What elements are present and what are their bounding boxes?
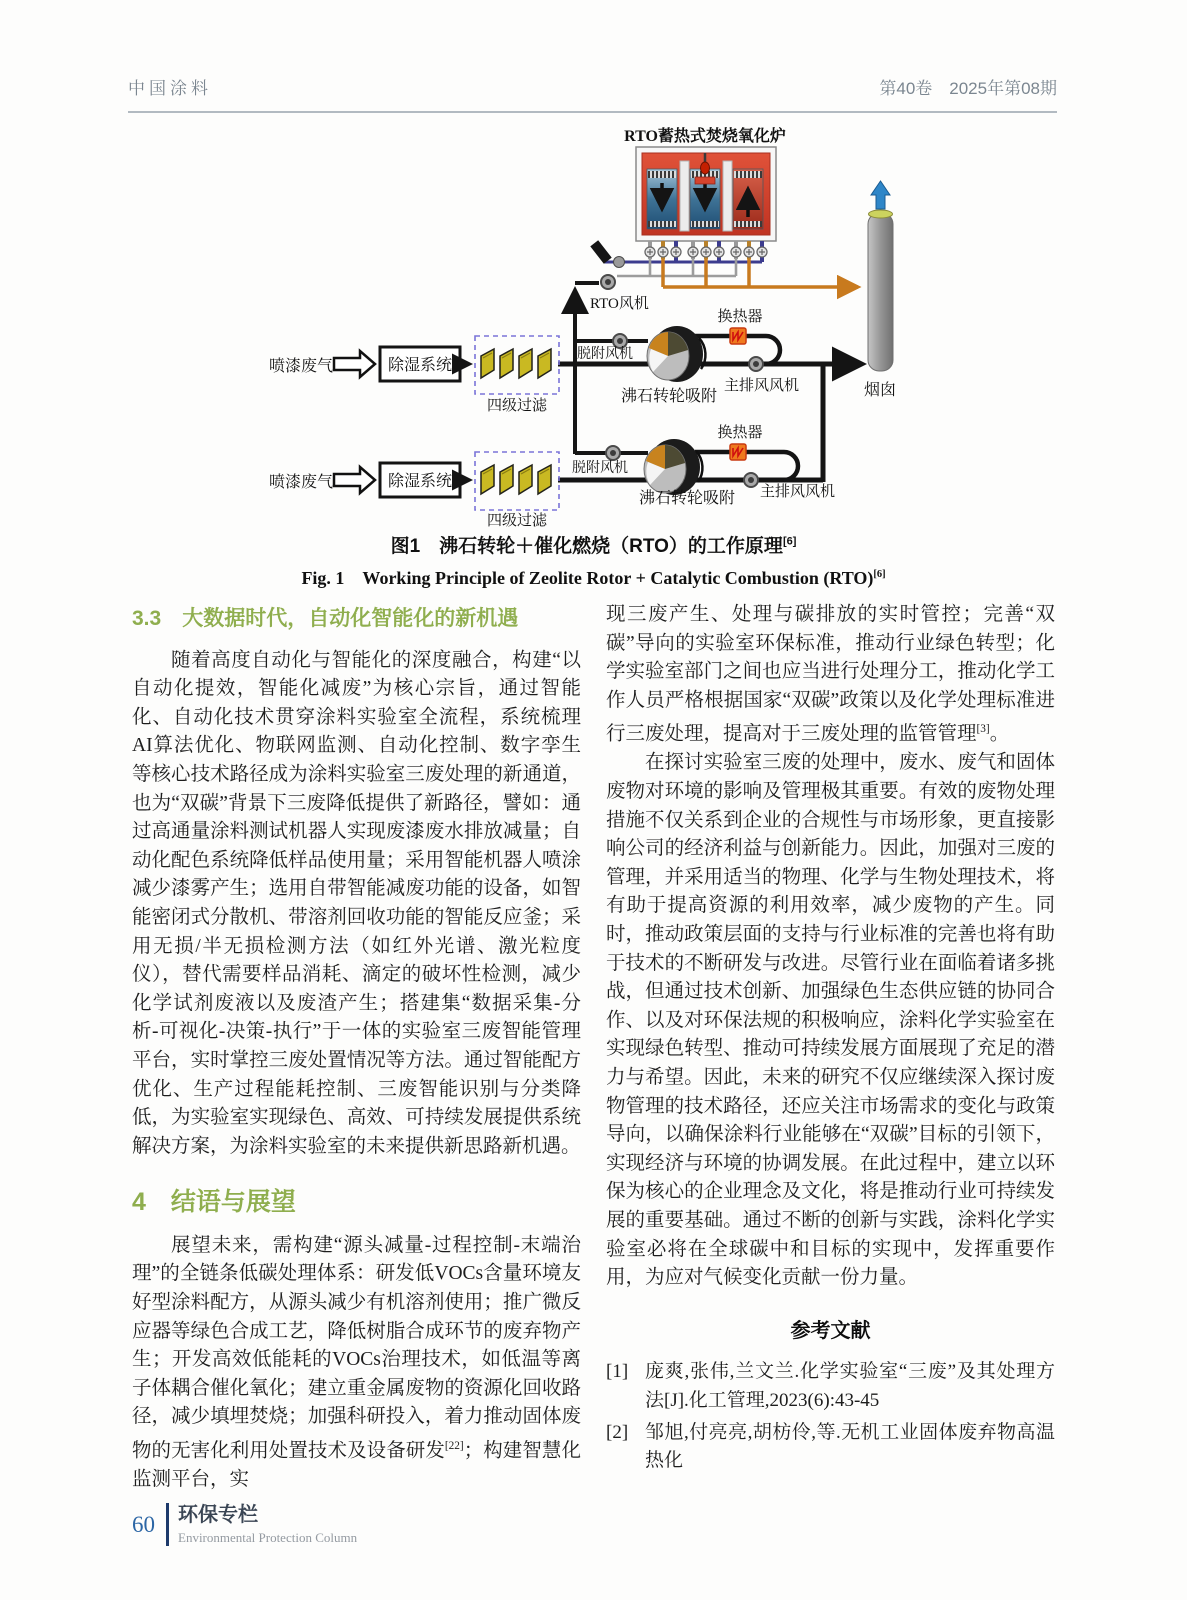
rto-fan-label: RTO风机 [590, 296, 649, 312]
desorption-fan-label: 脱附风机 [577, 347, 633, 362]
figure-caption-en [133, 564, 1054, 590]
heat-exchanger-icon [730, 328, 746, 344]
main-exhaust-fan-icon [744, 473, 758, 487]
rto-unit [636, 147, 776, 262]
reference-item [606, 1419, 1055, 1476]
citation-22: [22] [444, 1440, 464, 1453]
heat-exchanger-icon [730, 444, 746, 460]
rto-manifold-pipes [604, 259, 858, 287]
rto-fan-icon [601, 275, 615, 289]
zeolite-rotor-icon [644, 439, 702, 495]
references-heading: 参考文献 [790, 1319, 871, 1342]
figure-caption-en-text: Fig. 1 Working Principle of Zeolite Rotor + Catalytic Combustion (RTO) [301, 568, 874, 588]
figure-caption-cn [133, 531, 1054, 558]
section-3-3-heading: 3.3 大数据时代，自动化智能化的新机遇 [132, 607, 519, 630]
exhaust-up-arrow-icon [871, 181, 890, 209]
inlet-block-arrow-icon [334, 467, 375, 493]
section-4-heading: 4 结语与展望 [132, 1188, 296, 1217]
footer-divider [166, 1503, 169, 1546]
figure-1-diagram [268, 124, 920, 528]
dehumidifier-label: 除湿系统 [387, 473, 453, 490]
column-title-cn: 环保专栏 [178, 1504, 258, 1526]
spray-gas-label: 喷漆废气 [269, 474, 334, 491]
filter-label: 四级过滤 [486, 513, 548, 528]
page-number: 60 [132, 1511, 155, 1537]
figure-caption-en-ref: [6] [873, 569, 886, 580]
heat-exchanger-label: 换热器 [717, 425, 763, 441]
pump-icon [614, 257, 625, 268]
continued-text-end: 。 [989, 723, 1010, 745]
citation-3: [3] [976, 723, 990, 736]
filter-label: 四级过滤 [486, 398, 548, 414]
reference-number: [1] [606, 1361, 629, 1383]
section-4-paragraph [132, 1232, 581, 1495]
section-3-3-paragraph: 随着高度自动化与智能化的深度融合，构建“以自动化提效，智能化减废”为核心宗旨，通过智能化、自动化技术贯穿涂料实验室全流程，系统梳理AI算法优化、物联网监测、自动化控制、数字孪生等核心技术路径成为涂料实验室三废处理的新通道，也为“双碳”背景下三废降低提供了新路径，譬如：通过高通量涂料测试机器人实现废漆废水排放减量；自动化配色系统降低样品使用量；采用智能机器人喷涂减少漆雾产生；选用自带智能减废功能的设备，如智能密闭式分散机、带溶剂回收功能的智能反应釜；采用无损/半无损检测方法（如红外光谱、激光粒度仪），替代需要样品消耗、滴定的破坏性检测，减少化学试剂废液以及废渣产生；搭建集“数据采集-分析-可视化-决策-执行”于一体的实验室三废智能管理平台，实时掌控三废处置情况等方法。通过智能配方优化、生产过程能耗控制、三废智能识别与分类降低，为实验室实现绿色、高效、可持续发展提供系统解决方案，为涂料实验室的未来提供新思路新机遇。 [132, 649, 581, 1157]
reference-text: 邹旭,付亮亮,胡枋伶,等.无机工业固体废弃物高温热化 [645, 1421, 1055, 1472]
issue-info: 第40卷 2025年第08期 [879, 79, 1057, 98]
desorption-fan-icon [606, 446, 620, 460]
column-title-en: Environmental Protection Column [178, 1530, 358, 1545]
figure-caption-cn-ref: [6] [782, 535, 797, 548]
page-header [128, 74, 1057, 113]
main-fan-label: 主排风风机 [760, 484, 836, 500]
journal-name: 中国涂料 [128, 79, 212, 98]
reference-number: [2] [606, 1421, 629, 1443]
chimney-label: 烟囱 [863, 382, 897, 399]
desorption-fan-label: 脱附风机 [572, 461, 628, 476]
page-footer [132, 1503, 357, 1546]
continued-paragraph [606, 601, 1055, 749]
chimney-stack [868, 181, 893, 371]
main-exhaust-fan-icon [749, 357, 763, 371]
spray-gas-label: 喷漆废气 [269, 358, 334, 375]
zeolite-rotor-label: 沸石转轮吸附 [638, 490, 736, 507]
continued-text: 现三废产生、处理与碳排放的实时管控；完善“双碳”导向的实验室环保标准，推动行业绿色转型；化学实验室部门之间也应当进行处理分工，推动化学工作人员严格根据国家“双碳”政策以及化学处理标准进行三废处理，提高对于三废处理的监管管理 [606, 604, 1055, 745]
heat-exchanger-label: 换热器 [717, 309, 763, 325]
valves [645, 247, 767, 257]
damper-icon [590, 240, 611, 263]
discussion-paragraph: 在探讨实验室三废的处理中，废水、废气和固体废物对环境的影响及管理极其重要。有效的废物处理措施不仅关系到企业的合规性与市场形象，更直接影响公司的经济利益与创新能力。因此，加强对三废的管理，并采用适当的物理、化学与生物处理技术，将有助于提高资源的利用效率，减少废物的产生。同时，推动政策层面的支持与行业标准的完善也将有助于技术的不断研发与改进。尽管行业在面临着诸多挑战，但通过技术创新、加强绿色生态供应链的协同合作、以及对环保法规的积极响应，涂料化学实验室在实现绿色转型、推动可持续发展方面展现了充足的潜力与希望。因此，未来的研究不仅应继续深入探讨废物管理的技术路径，还应关注市场需求的变化与政策导向，以确保涂料行业能够在“双碳”目标的引领下，实现经济与环境的协调发展。在此过程中，建立以环保为核心的企业理念及文化，将是推动行业可持续发展的重要基础。通过不断的创新与实践，涂料化学实验室必将在全球碳中和目标的实现中，发挥重要作用，为应对气候变化贡献一份力量。 [606, 752, 1055, 1289]
reference-item [606, 1358, 1055, 1415]
figure-caption-cn-text: 图1 沸石转轮＋催化燃烧（RTO）的工作原理 [390, 536, 783, 557]
zeolite-rotor-label: 沸石转轮吸附 [620, 388, 718, 405]
right-column [606, 601, 1055, 1479]
inlet-block-arrow-icon [334, 351, 375, 377]
reference-text: 庞爽,张伟,兰文兰.化学实验室“三废”及其处理方法[J].化工管理,2023(6):43-45 [645, 1361, 1055, 1411]
column-title-block [178, 1504, 357, 1545]
process-flow-svg [268, 124, 920, 528]
section-4-text: 展望未来，需构建“源头减量-过程控制-末端治理”的全链条低碳处理体系：研发低VOCs含量环境友好型涂料配方，从源头减少有机溶剂使用；推广微反应器等绿色合成工艺，降低树脂合成环节的废弃物产生；开发高效低能耗的VOCs治理技术，如低温等离子体耦合催化氧化；建立重金属废物的资源化回收路径，减少填埋焚烧；加强科研投入，着力推动固体废物的无害化利用处置技术及设备研发 [132, 1234, 581, 1462]
desorption-fan-icon [613, 334, 627, 348]
left-column [132, 601, 581, 1495]
section-4-text-cont: ；构建智慧化监测平台，实 [132, 1440, 581, 1491]
dehumidifier-label: 除湿系统 [387, 357, 453, 374]
main-fan-label: 主排风风机 [724, 378, 800, 394]
rto-title-label: RTO蓄热式焚烧氧化炉 [624, 128, 786, 145]
figure-caption [133, 531, 1054, 590]
